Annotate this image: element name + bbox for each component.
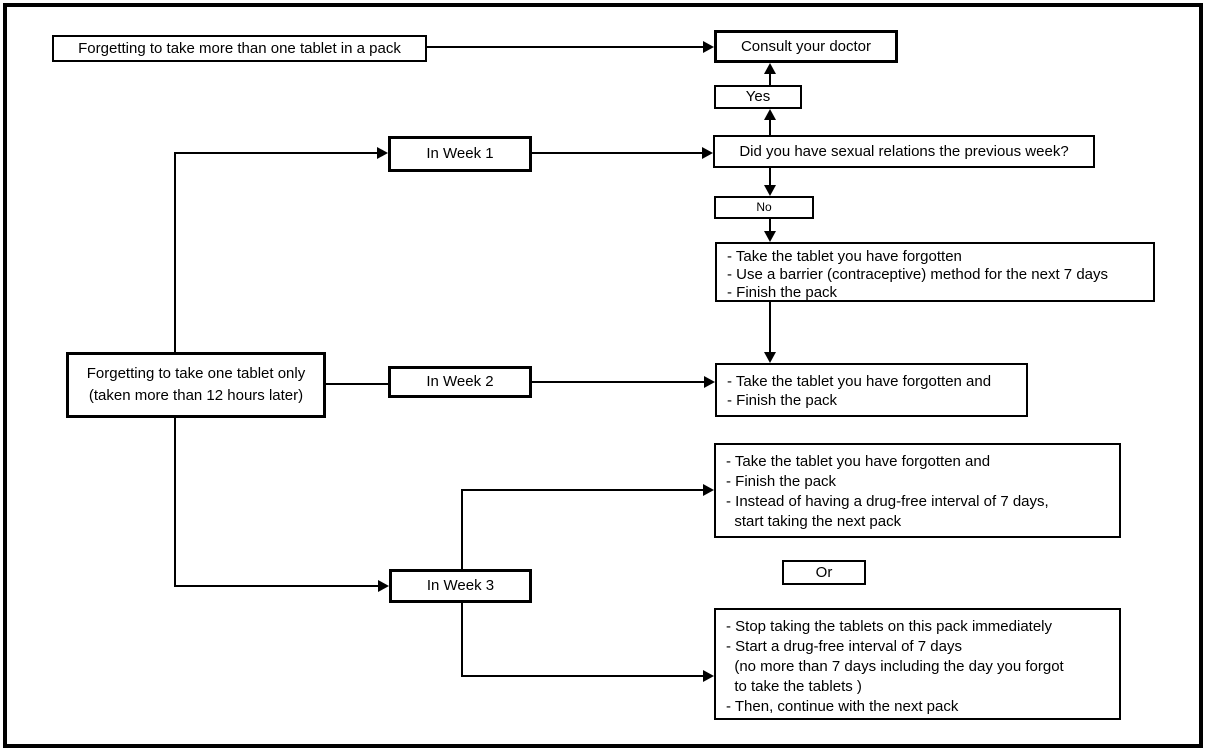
- connector-week1-question: [532, 152, 704, 154]
- week3-result-a-line: - Instead of having a drug-free interval of 7 days,: [726, 493, 1049, 510]
- connector-question-yes: [769, 119, 771, 136]
- connector-forgotone-week1-vertical: [174, 153, 176, 352]
- node-no-label: No: [714, 196, 814, 219]
- connector-yes-consult: [769, 73, 771, 86]
- connector-week3-resultb-vertical: [461, 603, 463, 677]
- node-in-week-2: In Week 2: [388, 366, 532, 398]
- week1-result-line: - Finish the pack: [727, 284, 838, 301]
- arrowhead-right-icon: [703, 484, 714, 496]
- node-forgot-multiple-tablets: Forgetting to take more than one tablet in a pack: [52, 35, 427, 62]
- arrowhead-down-icon: [764, 352, 776, 363]
- node-week3-result-b: [714, 608, 1121, 720]
- connector-week2-week2result: [532, 381, 706, 383]
- connector-forgotone-week1-horizontal: [174, 152, 379, 154]
- connector-forgotmultiple-consult: [427, 46, 704, 48]
- connector-forgotone-week3-horizontal: [174, 585, 381, 587]
- week2-result-line: - Finish the pack: [727, 392, 838, 409]
- node-week2-result: [715, 363, 1028, 417]
- node-yes-label: Yes: [714, 85, 802, 109]
- node-forgot-one-tablet: [66, 352, 326, 418]
- forgot-one-line: (taken more than 12 hours later): [88, 387, 304, 404]
- arrowhead-right-icon: [378, 580, 389, 592]
- week3-result-b-line: (no more than 7 days including the day you forgot: [726, 658, 1064, 675]
- arrowhead-down-icon: [764, 185, 776, 196]
- connector-week1result-week2result: [769, 302, 771, 353]
- arrowhead-right-icon: [703, 41, 714, 53]
- arrowhead-right-icon: [704, 376, 715, 388]
- connector-question-no: [769, 168, 771, 186]
- node-in-week-1: In Week 1: [388, 136, 532, 172]
- node-consult-your-doctor: Consult your doctor: [714, 30, 898, 63]
- node-week1-result: [715, 242, 1155, 302]
- week2-result-line: - Take the tablet you have forgotten and: [727, 373, 992, 390]
- week3-result-b-line: - Start a drug-free interval of 7 days: [726, 638, 962, 655]
- week3-result-b-line: - Stop taking the tablets on this pack immediately: [726, 618, 1053, 635]
- connector-forgotone-week3-vertical: [174, 418, 176, 587]
- week3-result-a-line: - Take the tablet you have forgotten and: [726, 453, 991, 470]
- week3-result-b-line: to take the tablets ): [726, 678, 862, 695]
- arrowhead-down-icon: [764, 231, 776, 242]
- node-in-week-3: In Week 3: [389, 569, 532, 603]
- connector-week3-resulta-horizontal: [461, 489, 706, 491]
- node-or-label: Or: [782, 560, 866, 585]
- node-question-sexual-relations: Did you have sexual relations the previous week?: [713, 135, 1095, 168]
- connector-week3-resultb-horizontal: [461, 675, 706, 677]
- week3-result-a-line: start taking the next pack: [726, 513, 902, 530]
- arrowhead-right-icon: [703, 670, 714, 682]
- connector-forgotone-week2: [326, 383, 388, 385]
- arrowhead-right-icon: [377, 147, 388, 159]
- week1-result-line: - Take the tablet you have forgotten: [727, 248, 962, 265]
- node-week3-result-a: [714, 443, 1121, 538]
- week3-result-a-line: - Finish the pack: [726, 473, 837, 490]
- week1-result-line: - Use a barrier (contraceptive) method for the next 7 days: [727, 266, 1109, 283]
- arrowhead-right-icon: [702, 147, 713, 159]
- connector-week3-resulta-vertical: [461, 490, 463, 569]
- week3-result-b-line: - Then, continue with the next pack: [726, 698, 959, 715]
- forgot-one-line: Forgetting to take one tablet only: [86, 365, 306, 382]
